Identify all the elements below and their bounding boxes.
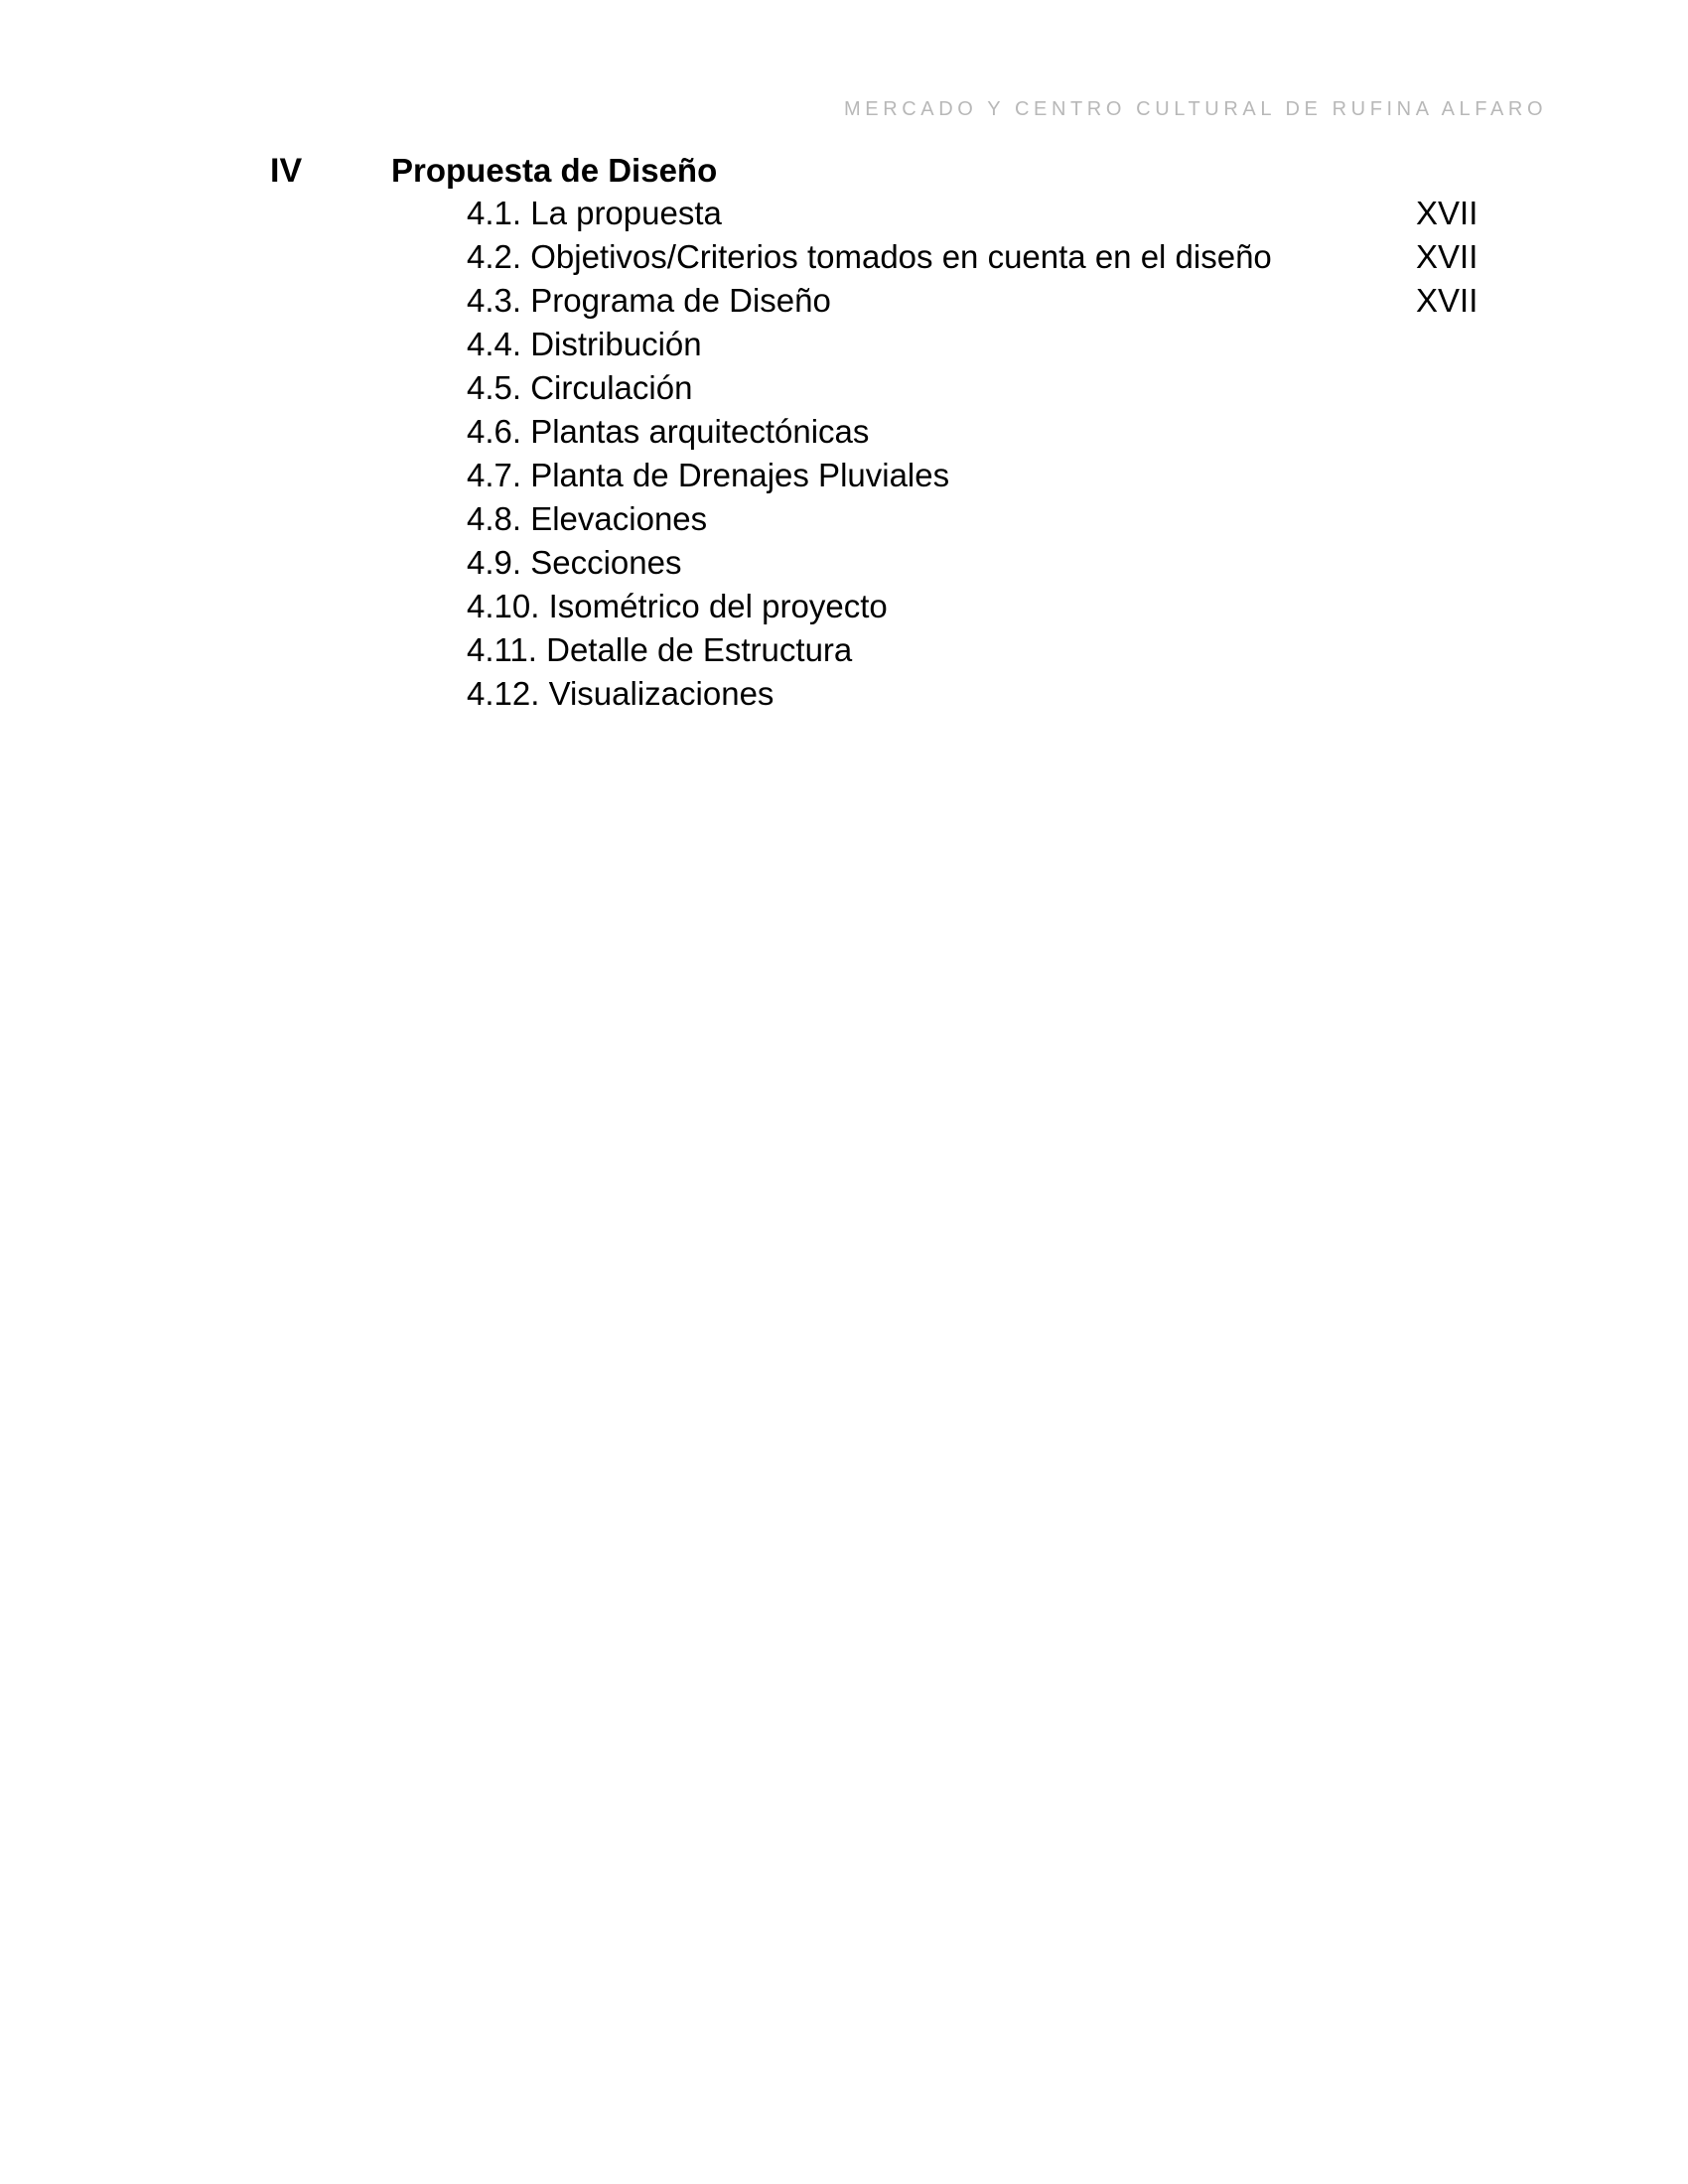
toc-entry-label: 4.6. Plantas arquitectónicas: [467, 413, 870, 450]
toc-entry-label: 4.10. Isométrico del proyecto: [467, 588, 888, 624]
toc-entry-page: XVII: [1416, 238, 1478, 275]
toc-entry-label: 4.7. Planta de Drenajes Pluviales: [467, 457, 950, 493]
toc-entry-page: XVII: [1416, 195, 1478, 231]
toc-entry-label: 4.9. Secciones: [467, 544, 682, 581]
toc-entry: [467, 585, 1479, 628]
toc-entry: [467, 497, 1479, 541]
toc-entry-page: XVII: [1416, 282, 1478, 319]
toc-entry: [467, 279, 1479, 323]
toc-entry-label: 4.8. Elevaciones: [467, 500, 708, 537]
toc-entry-label: 4.3. Programa de Diseño: [467, 282, 831, 319]
toc-entry-label: 4.2. Objetivos/Criterios tomados en cuenta en el diseño: [467, 238, 1272, 275]
toc-entry: [467, 235, 1479, 279]
toc-entry: [467, 366, 1479, 410]
toc-entry-label: 4.11. Detalle de Estructura: [467, 631, 853, 668]
toc-entry-label: 4.5. Circulación: [467, 369, 693, 406]
section-title: Propuesta de Diseño: [391, 152, 718, 189]
toc-entry: [467, 410, 1479, 454]
toc-entry-label: 4.12. Visualizaciones: [467, 675, 774, 712]
toc-entry: [467, 323, 1479, 366]
toc-entry-label: 4.4. Distribución: [467, 326, 702, 362]
toc-entry-label: 4.1. La propuesta: [467, 195, 722, 231]
toc-entry: [467, 672, 1479, 716]
section-number: IV: [270, 152, 303, 190]
table-of-contents: [467, 192, 1479, 716]
toc-entry: [467, 628, 1479, 672]
toc-entry: [467, 192, 1479, 235]
toc-entry: [467, 541, 1479, 585]
toc-entry: [467, 454, 1479, 497]
running-header: MERCADO Y CENTRO CULTURAL DE RUFINA ALFARO: [844, 98, 1548, 120]
